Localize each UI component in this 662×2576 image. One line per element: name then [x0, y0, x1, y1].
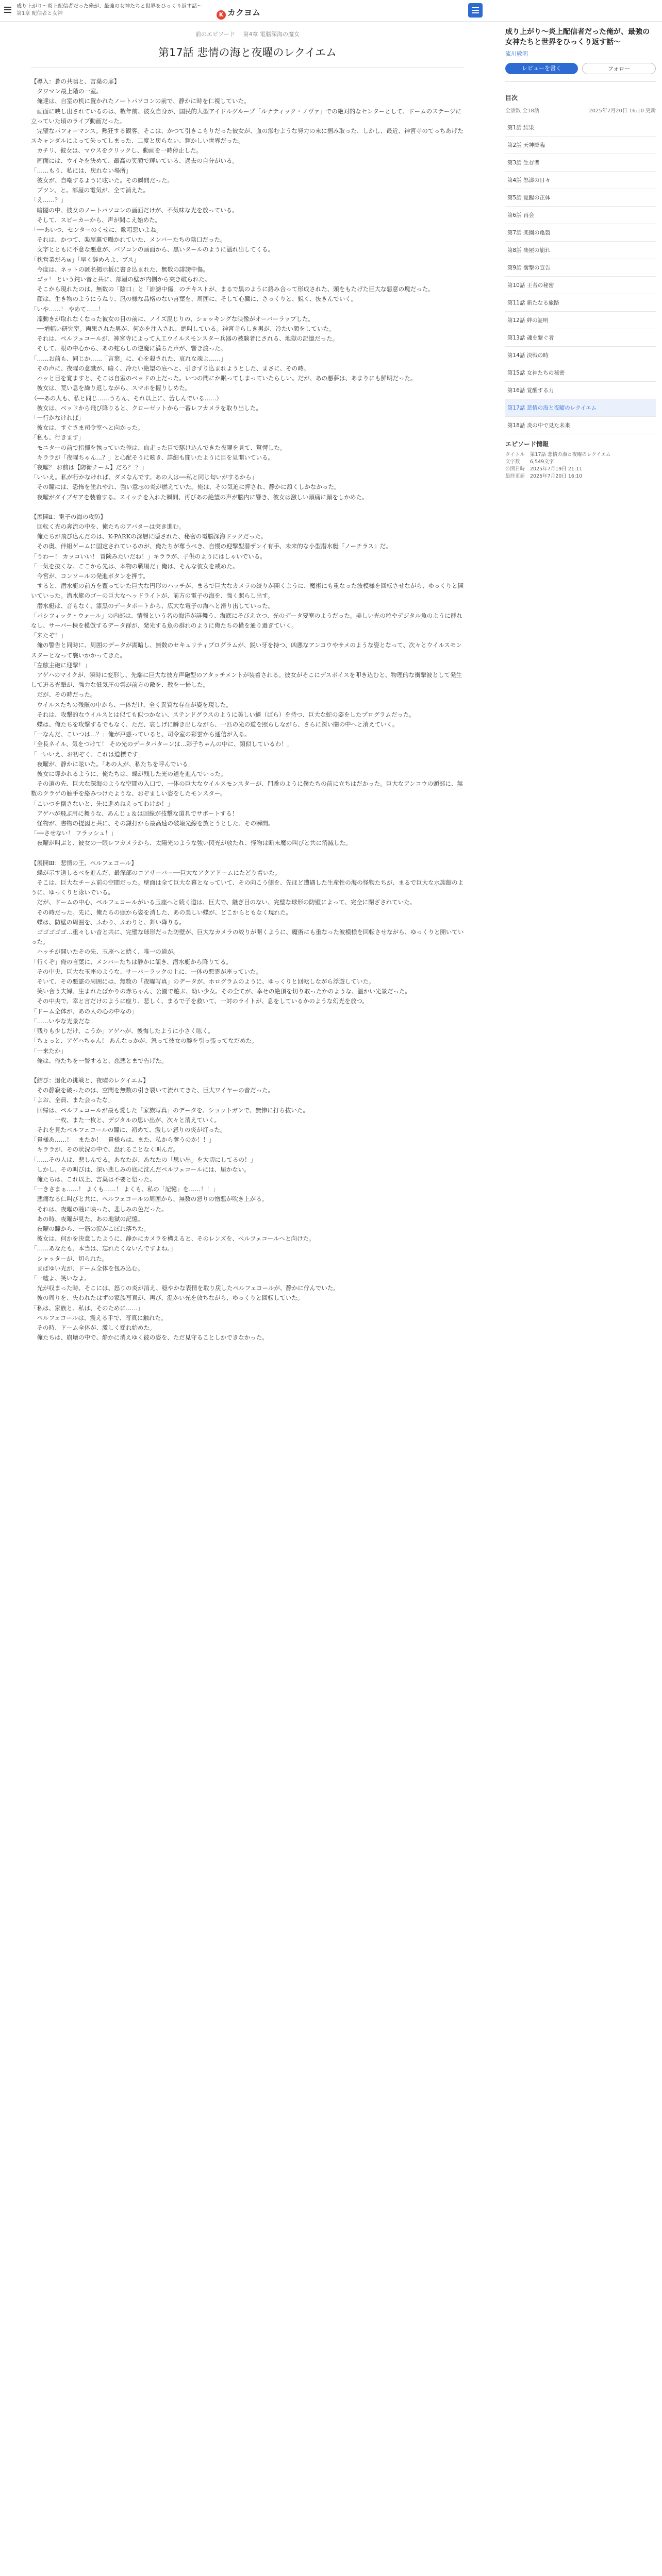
- body-paragraph: 「一気を抜くな。ここから先は、本物の戦場だ」俺は、そんな彼女を戒めた。: [31, 562, 239, 570]
- body-paragraph: その声に、夜曜の意識が、暗く、冷たい絶望の底へと、引きずり込まれようとした、まさに、その時。: [31, 364, 310, 372]
- body-paragraph: 彼女が、自嘲するように呟いた。その瞬間だった。: [31, 177, 173, 184]
- episode-list-item[interactable]: 第2話 天神降臨: [505, 137, 656, 154]
- body-paragraph: 「左舷主砲に迎撃！」: [31, 661, 90, 669]
- info-value: 第17話 悲情の海と夜曜のレクイエム: [530, 452, 611, 457]
- body-paragraph: 「え……？」: [31, 196, 67, 204]
- body-paragraph: その時、ドーム全体が、激しく揺れ始めた。: [31, 1324, 156, 1331]
- body-paragraph: 「全長ネイル、気をつけて！ その光のデータパターンは…彩子ちゃんの中に、類似しているわ！」: [31, 740, 293, 748]
- body-paragraph: （──あの人も、私と同じ……うろん、それ以上に、苦しんでいる……）: [31, 394, 223, 402]
- body-paragraph: 「一きさまぁ……！ よくも……！ よくも、私の「記憶」を……！！」: [31, 1185, 219, 1193]
- breadcrumb-prev[interactable]: 前のエピソード: [195, 31, 235, 38]
- episode-list-item[interactable]: 第3話 生存者: [505, 154, 656, 172]
- body-paragraph: 彼女に導かれるように、俺たちは、蝶が残した光の道を進んでいった。: [31, 770, 227, 778]
- episode-list-item[interactable]: 第11話 新たなる旅路: [505, 294, 656, 312]
- episode-list-item[interactable]: 第17話 悲情の海と夜曜のレクイエム: [505, 399, 656, 417]
- info-row: [505, 451, 656, 459]
- body-paragraph: 「……その人は、悲しんでる。あなたが、あなたの「思い出」を大切にしてるの！」: [31, 1156, 256, 1163]
- body-paragraph: 一枚、また一枚と、デジタルの思い出が、次々と消えていく。: [31, 1116, 221, 1124]
- body-paragraph: まばゆい光が、ドーム全体を包み込む。: [31, 1264, 144, 1272]
- body-paragraph: その静寂を破ったのは、空間を無数の引き裂いて流れてきた、巨大ワイヤーの音だった。: [31, 1087, 274, 1094]
- body-paragraph: それを見たペルフェコールの瞳に、初めて、激しい怒りの炎が灯った。: [31, 1126, 226, 1133]
- body-paragraph: 「──あいつ、センターのくせに、歌唱悪いよね」: [31, 226, 162, 234]
- toc-heading: 目次: [505, 94, 518, 101]
- body-paragraph: 文字とともに不意な悪意が、パソコンの画面から、黒いタールのように溢れ出してくる。: [31, 246, 274, 253]
- body-paragraph: 「残りも少しだけ、こうか」アゲハが、後悔したように小さく呟く。: [31, 1027, 214, 1035]
- body-paragraph: ハッと目を覚ますと、そこは自室のベッドの上だった。いつの間にか眠ってしまっていたらしい。だが、あの悪夢は、あまりにも鮮明だった。: [31, 375, 417, 382]
- toc-count: 全話数 全18話: [505, 108, 539, 114]
- body-paragraph: そこから現れたのは、無数の「陰口」と「誹謗中傷」のテキストが、まるで黒のように絡み合って形成された、頭をもたげた巨大な悪意の塊だった。: [31, 285, 434, 293]
- sidebar-author[interactable]: 流川敏明: [505, 50, 528, 57]
- episode-list-item[interactable]: 第7話 楽園の亀裂: [505, 224, 656, 242]
- sidebar-buttons: [505, 63, 656, 74]
- episode-list-item[interactable]: 第1話 結果: [505, 119, 656, 137]
- body-paragraph: 凜動きが取れなくなった彼女の目の前に、ノイズ混じりの、ショッキングな映像がオーバーラップした。: [31, 315, 315, 323]
- body-paragraph: それは、攻撃的なウイルスとは似ても似つかない、ステンドグラスのように美しい鱗（ばら）を持つ、巨大な蛇の姿をしたプログラムだった。: [31, 710, 415, 718]
- body-paragraph: 画面に映し出されているのは、数年前、彼女自身が、国民的大型アイドルグループ「ルナティック・ノヴァ」での絶対的なセンターとして、ドームのステージに立っていた頃のライブ動画だった。: [31, 107, 462, 125]
- section-heading: 【結び：退化の挑戦と、夜曜のレクイエム】: [31, 1076, 149, 1084]
- body-paragraph: 「一行かなければ」: [31, 414, 85, 421]
- body-paragraph: 「私は、家族と、私は、そのために……」: [31, 1304, 144, 1312]
- body-paragraph: その中央、巨大な玉座のような、サーバーラックの上に、一体の悪霊が座っていた。: [31, 968, 262, 975]
- body-paragraph: それは、ペルフェコールが、神宮寺によって人工ウイルスモンスター兵器の被験者にされる、地獄の記憶だった。: [31, 335, 339, 343]
- header-work-title[interactable]: [16, 3, 212, 18]
- site-logo[interactable]: [217, 6, 260, 20]
- body-paragraph: 「一嘘よ、笑いなよ。: [31, 1274, 90, 1282]
- body-paragraph: 「ちょっと、アゲハちゃん！ あんなっかが、怒って彼女の腕を引っ張ってなだめた。: [31, 1037, 258, 1045]
- episode-list-item[interactable]: 第5話 覚醒の正体: [505, 189, 656, 207]
- body-paragraph: タワマン最上階の一室。: [31, 88, 102, 95]
- toc-toggle-icon[interactable]: [468, 3, 483, 18]
- body-paragraph: ウイルスたちの残骸の中から、一体だけ、全く異質な存在が姿を現した。: [31, 701, 232, 708]
- body-paragraph: 潜水艇は、音もなく、漆黒のデータポートから、広大な電子の海へと滑り出していった。: [31, 602, 274, 609]
- body-paragraph: 俺たちは、これ以上、言葉は不要と悟った。: [31, 1175, 156, 1183]
- body-paragraph: その奥、伴組ゲームに固定されているのが、俺たちが奪うべき、自慢の迎撃型潜ザンイ有手、未来的な小型潜水艇『ノーチラス』だ。: [31, 543, 392, 550]
- info-value: 2025年7月19日 21:11: [530, 466, 583, 472]
- info-key: タイトル: [505, 452, 525, 457]
- body-paragraph: 「一なんだ、こいつは…？」俺が戸惑っていると、司令室の彩雲から通信が入る。: [31, 731, 251, 738]
- breadcrumb: [0, 30, 495, 38]
- body-paragraph: それは、かつて、楽屋裏で囁かれていた、メンバーたちの陰口だった。: [31, 236, 226, 244]
- body-paragraph: 俺は、俺たちを一瞥すると、慈悲とまで告げた。: [31, 1057, 168, 1064]
- body-paragraph: 「一来たか」: [31, 1047, 67, 1055]
- body-paragraph: 「うわー！ カッコいい！ 冒険みたいだね！」キララが、子供のようにはしゃいでいる。: [31, 552, 266, 560]
- body-paragraph: 「来たぞ！」: [31, 632, 67, 639]
- info-row: [505, 466, 656, 473]
- body-paragraph: 回転く光の奔流の中を、俺たちのアバターは突き進む。: [31, 522, 185, 530]
- body-paragraph: 「パシフィック・ウォール」の内部は、情報という名の海洋が詳舞う、海底にそびえ立つ、光のデータ要塞のようだった。美しい光の粒やデジタル魚のように群れなし、サーバー棟を模倣するデータ群が、発光する魚の群れのように俺たちの横を通り過ぎていく。: [31, 612, 462, 629]
- body-paragraph: 夜曜が、静かに呟いた。「あの人が、私たちを呼んでいる」: [31, 760, 194, 768]
- body-paragraph: 顔は、生き物のようにうねり、凪の様な品格のない言葉を、周囲に、そして心臓に、さっくりと、鋭く、抜きんでいく。: [31, 295, 357, 303]
- body-paragraph: その道の先、巨大な深海のような空間の入口で、一体の巨大なウイルスモンスターが、門番のように僕たちの前に立ちはだかった。巨大なアンコウの頭部に、無数のクラゲの触手を絡みつけたような、おぞましい姿をしたモンスター。: [31, 780, 463, 798]
- sidebar: [498, 22, 662, 480]
- body-paragraph: だが、その時だった。: [31, 691, 96, 699]
- body-paragraph: 彼女は、荒い息を繰り返しながら、スマホを握りしめた。: [31, 384, 191, 392]
- logo-text: カクヨム: [227, 8, 261, 18]
- body-paragraph: 彼女は、何かを決意したように、静かにカメラを構えると、そのレンズを、ペルフェコールへと向けた。: [31, 1235, 315, 1243]
- body-paragraph: 「いや……！ やめて……！」: [31, 305, 110, 313]
- episode-list-item[interactable]: 第16話 覚醒する力: [505, 382, 656, 399]
- body-paragraph: 「……いやな光景だな」: [31, 1017, 96, 1025]
- breadcrumb-chapter[interactable]: 第4章 電脳深海の魔女: [243, 31, 300, 38]
- body-paragraph: 蝶は、俺たちを攻撃するでもなく、ただ、哀しげに瞬き出しながら、一匹の光の道を照らしながら、さらに深い闇の中へと消えていく。: [31, 721, 399, 728]
- body-paragraph: 「いいえ。私が行かなければ、ダメなんです。あの人は──私と同じ匂いがするから」: [31, 473, 258, 481]
- body-paragraph: キララが「夜曜ちゃん…？」と心配そうに呟き、詳細も聞いたように目を見開いている。: [31, 453, 274, 461]
- body-paragraph: ゴッ！ という鈍い音と共に、部屋の壁が内側から突き破られた。: [31, 276, 211, 283]
- episode-list-item[interactable]: 第15話 女神たちの秘密: [505, 364, 656, 382]
- header-title-line2: 第1章 配信者と女神: [16, 11, 63, 16]
- body-paragraph: 彼女は、ベッドから飛び降りると、クローゼットから一番レフカメラを取り出した。: [31, 404, 262, 412]
- body-paragraph: 俺の警告と同時に、周囲のデータが湖暗し、無数のセキュリティプログラムが、鋭い牙を持つ、凶悪なアンコウやサメのような姿となって、次々とウイルスモンスターとなって襲いかかってきた。: [31, 641, 462, 659]
- episode-title: 第17話 悲情の海と夜曜のレクイエム: [158, 46, 337, 59]
- body-paragraph: その中央で、幸と言だけのように座り、悲しく、まるで子を救いて、一対のライトが、息をしているかのような幻光を放つ。: [31, 997, 368, 1005]
- body-paragraph: ペルフェコールは、震える手で、写真に触れた。: [31, 1314, 167, 1321]
- episode-list-item[interactable]: 第6話 再会: [505, 207, 656, 224]
- section-heading: 【展開Ⅲ：悲情の王、ペルフェコール】: [31, 859, 137, 867]
- body-paragraph: 「ドーム全体が、あの人の心の中なの」: [31, 1007, 138, 1015]
- body-paragraph: 「私も、行きます」: [31, 434, 85, 442]
- info-row: [505, 459, 656, 466]
- body-paragraph: シャッターが、切られた。: [31, 1255, 108, 1262]
- info-key: 公開日時: [505, 466, 525, 472]
- episode-list-item[interactable]: 第4話 怒濤の日々: [505, 172, 656, 189]
- body-paragraph: 暗闇の中、彼女のノートパソコンの画面だけが、不気味な光を放っている。: [31, 206, 238, 214]
- body-paragraph: ブツン、と。部屋の電気が、全て消えた。: [31, 187, 150, 194]
- body-paragraph: 「……あなたも、本当は、忘れたくないんですよね。」: [31, 1245, 176, 1252]
- follow-button[interactable]: フォロー: [582, 63, 656, 74]
- top-header: [0, 0, 662, 22]
- episode-info-heading: エピソード情報: [505, 440, 549, 448]
- body-paragraph: 「こいつを倒さないと、先に進めねえってわけか！」: [31, 800, 173, 807]
- main-content: [0, 22, 495, 1343]
- body-paragraph: それは、夜曜の瞳に映った、悲しみの色だった。: [31, 1205, 168, 1213]
- body-paragraph: モニターの前で指揮を執っていた俺は、血走った目で駆け込んできた夜曜を見て、驚愕した。: [31, 444, 286, 451]
- body-paragraph: 彼女は、すぐさま司令室へと向かった。: [31, 424, 144, 432]
- body-paragraph: だが、ドームの中心、ペルフェコールがいる玉座へと続く道は、巨大で、継ぎ目のない、完璧な球形の防壁によって、完全に閉ざされていた。: [31, 899, 416, 906]
- body-paragraph: 夜曜が叫ぶと、彼女の一眼レフカメラから、太陽光のような強い閃光が放たれ、怪物は断末魔の叫びと共に消滅した。: [31, 839, 352, 847]
- body-paragraph: ハッチが開いたその先、玉座へと続く、唯一の道が。: [31, 948, 179, 956]
- header-title-line1: 成り上がり〜炎上配信者だった俺が、最強の女神たちと世界をひっくり返す話〜: [16, 4, 202, 9]
- body-paragraph: 「──させない！ フラッシュ！」: [31, 829, 117, 837]
- body-paragraph: あの時、夜曜が見た、あの地獄の記憶。: [31, 1215, 144, 1223]
- info-key: 文字数: [505, 459, 520, 465]
- body-paragraph: そして、眼の中心から、あの蛇らしの逆魔に満ちた声が、響き渡った。: [31, 345, 227, 352]
- sidebar-work-title[interactable]: 成り上がり〜炎上配信者だった俺が、最強の女神たちと世界をひっくり返す話〜: [505, 28, 650, 46]
- body-paragraph: アゲハのマイクが、瞬時に変形し、先端に巨大な彼方声砲型のアタッチメントが装着される。彼女がそこにデスボイスを叩き込むと、物理的な衝撃波として発生して迸る光撃が、強力な低気圧の雲が前方の敵を、散を一掃した。: [31, 671, 462, 689]
- info-value: 6,549文字: [530, 459, 554, 465]
- body-paragraph: 画面には、ウイキを決めて、最高の笑顔で輝いている、過去の自分がいる。: [31, 157, 238, 164]
- menu-icon[interactable]: [3, 5, 12, 14]
- episode-list-item[interactable]: 第9話 衝撃の宣告: [505, 259, 656, 277]
- body-paragraph: 回帰は、ペルフェコールが最も愛した「家族写真」のデータを、ショットガンで、無惨に打ち抜いた。: [31, 1106, 309, 1114]
- body-paragraph: すると、潜水艇の前方を覆っていた巨大な円形のハッチが、まるで巨大なカメラの絞りが開くように、魔術にも重なった波模様を回転させながら、ゆっくりと開いていった。潜水艇のゴーの巨大なヘッドライトが、前方の電子の海を、強く照らし出す。: [31, 582, 464, 600]
- body-paragraph: 俺たちは、崩壊の中で、静かに消えゆく彼の姿を、ただ見守ることしかできなかった。: [31, 1334, 268, 1342]
- body-paragraph: 「枕営業だろw」「早く辞めろよ、ブス」: [31, 256, 140, 263]
- body-paragraph: そして、スピーカーから、声が聞こえ始めた。: [31, 216, 161, 224]
- sidebar-divider: [505, 81, 656, 82]
- episode-info: [505, 451, 656, 480]
- body-paragraph: アゲハが飛ぶ用に舞うな、あんじょ＆は回線が技撃な道具でサポートする！: [31, 809, 238, 817]
- episode-list-item[interactable]: 第10話 王者の秘密: [505, 277, 656, 294]
- body-paragraph: 今宮が、コンソールの発進ボタンを押す。: [31, 572, 149, 580]
- body-paragraph: 「夜曜？ お前は【防衛チーム】だろ？ ？」: [31, 463, 147, 471]
- body-paragraph: 「行くぞ」俺の言葉に、メンバーたちは静かに頷き、潜水艇から降りてる。: [31, 958, 232, 965]
- episode-list-item[interactable]: 第14話 決戦の時: [505, 347, 656, 364]
- body-paragraph: 俺達は、自室の机に置かれたノートパソコンの前で、静かに時を仁視していた。: [31, 97, 250, 105]
- body-paragraph: 「一いいえ、お初ぞく、これは道標です」: [31, 750, 144, 758]
- body-paragraph: 蝶が示す道しるべを進んだ、最深部のコアサーバー──巨大なアクアドームにたどり着いた。: [31, 869, 281, 876]
- body-paragraph: 「……もう、私には、戻れない場所」: [31, 166, 132, 174]
- info-row: [505, 473, 656, 480]
- body-paragraph: 完璧なパフォーマンス。熱狂する観客。そこは、かつて引きこもりだった彼女が、血の滲むような努力の末に掴み取った、しかし、最近、神宮寺のてっちあげたスキャンダルによって失ってしまった、二度と戻らない、輝かしい世界だった。: [31, 127, 464, 145]
- episode-body: [31, 77, 464, 1343]
- episode-list-item[interactable]: 第12話 絆の証明: [505, 312, 656, 329]
- body-paragraph: そこは、巨大なチーム前の空間だった。壁面は全て巨大な幕となっていて、その向こう側を、先ほど遭遇した生産性の海の怪物たちが、まるで巨大な水族館のように、ゆっくりと泳いでいる。: [31, 879, 464, 896]
- write-review-button[interactable]: レビューを書く: [505, 63, 578, 74]
- body-paragraph: カチリ、彼女は、マウスをクリックし、動画を一時停止した。: [31, 147, 203, 155]
- body-paragraph: 蝶は、防壁の周囲を、ふわり、ふわりと、舞い降りる。: [31, 918, 185, 926]
- body-paragraph: キララが、その状況の中で、恐れることなく叫んだ。: [31, 1146, 179, 1154]
- body-paragraph: ──増幅い研究室。両果された男が、何かを注入され、絶叫している。神宮寺らしき男が、冷たい顔をしていた。: [31, 325, 335, 333]
- body-paragraph: 笑い合う夫婦、生まれたばかりの赤ちゃん、公園で遊ぶ、幼い少女。その全てが、幸せの絶頂を切り取ったかのような、温かい光景だった。: [31, 988, 411, 995]
- body-paragraph: 夜曜がダイブギアを装着する。スイッチを入れた瞬間、再びあの絶望の声が脳内に響き、彼女は激しい頭痛に顔をしかめた。: [31, 493, 368, 501]
- body-paragraph: 「よお、全員、また会ったな」: [31, 1096, 114, 1104]
- body-paragraph: 「……お前も、同じか……「言葉」に、心を殺された、哀れな魂よ……」: [31, 354, 227, 362]
- episode-list-item[interactable]: 第13話 魂を繋ぐ者: [505, 329, 656, 347]
- section-heading: 【導入：蒼の共鳴と、言葉の扉】: [31, 78, 120, 85]
- body-paragraph: そいて、その悪霊の周囲には、無数の「夜曜写真」のデータが、ホログラムのように、ゆっくりと回転しながら浮遊していた。: [31, 978, 375, 986]
- info-key: 最終更新: [505, 473, 525, 479]
- body-paragraph: その瞳には、恐怖を塗れやれ、強い意志の炎が燃えていた。俺は、その気迫に押され、静かに頷くしかなかった。: [31, 483, 340, 491]
- info-value: 2025年7月20日 16:10: [530, 473, 583, 479]
- body-paragraph: 光が収まった時、そこには、怒りの炎が消え、穏やかな表情を取り戻したペルフェコールが、静かに佇んでいた。: [31, 1284, 339, 1292]
- episode-list-item[interactable]: 第8話 楽屋の崩れ: [505, 242, 656, 259]
- body-paragraph: 夜曜の瞳から、一筋の涙がこぼれ落ちた。: [31, 1225, 150, 1232]
- toc-updated: 2025年7月20日 16:10 更新: [589, 108, 656, 114]
- episode-list: [505, 119, 656, 434]
- episode-list-item[interactable]: 第18話 炎の中で見た未来: [505, 417, 656, 434]
- body-paragraph: 今度は、ネットの匿名掲示板に書き込まれた、無数の誹謗中傷。: [31, 265, 209, 273]
- body-paragraph: その時だった。先に、俺たちの頭から姿を消した、あの美しい蝶が、どこからともなく現れた。: [31, 908, 292, 916]
- body-paragraph: ゴゴゴゴゴ…重々しい音と共に、完璧な球形だった防壁が、巨大なカメラの絞りが開くように、魔術にも重なった波模様を回転させながら、ゆっくりと開いていった。: [31, 928, 464, 946]
- body-paragraph: 悲痛なる仁叫びと共に、ペルフェコールの周囲から、無数の怒りの憎悪が吹き上がる。: [31, 1195, 268, 1203]
- toc-meta: [505, 106, 656, 114]
- body-paragraph: 「貴様あ……！ またか！ 貴様らは、また、私から奪うのか！！」: [31, 1136, 215, 1144]
- section-heading: 【展開Ⅱ：電子の海の攻防】: [31, 513, 106, 520]
- logo-mark-icon: K: [217, 10, 226, 20]
- body-paragraph: 彼の周りを、失われたはずの家族写真が、再び、温かい光を放ちながら、ゆっくりと回転していた。: [31, 1294, 304, 1302]
- body-paragraph: 怪物が、書物の提図と共に、その鎌打から最高速の破壊光線を放とうとした、その瞬間。: [31, 820, 274, 827]
- body-paragraph: 俺たちが飛び込んだのは、K-PARKの深層に隠された、秘密の電脳深海ドックだった。: [31, 533, 267, 540]
- body-paragraph: しかし、その叫びは、深い悲しみの底に沈んだペルフェコールには、届かない。: [31, 1165, 250, 1173]
